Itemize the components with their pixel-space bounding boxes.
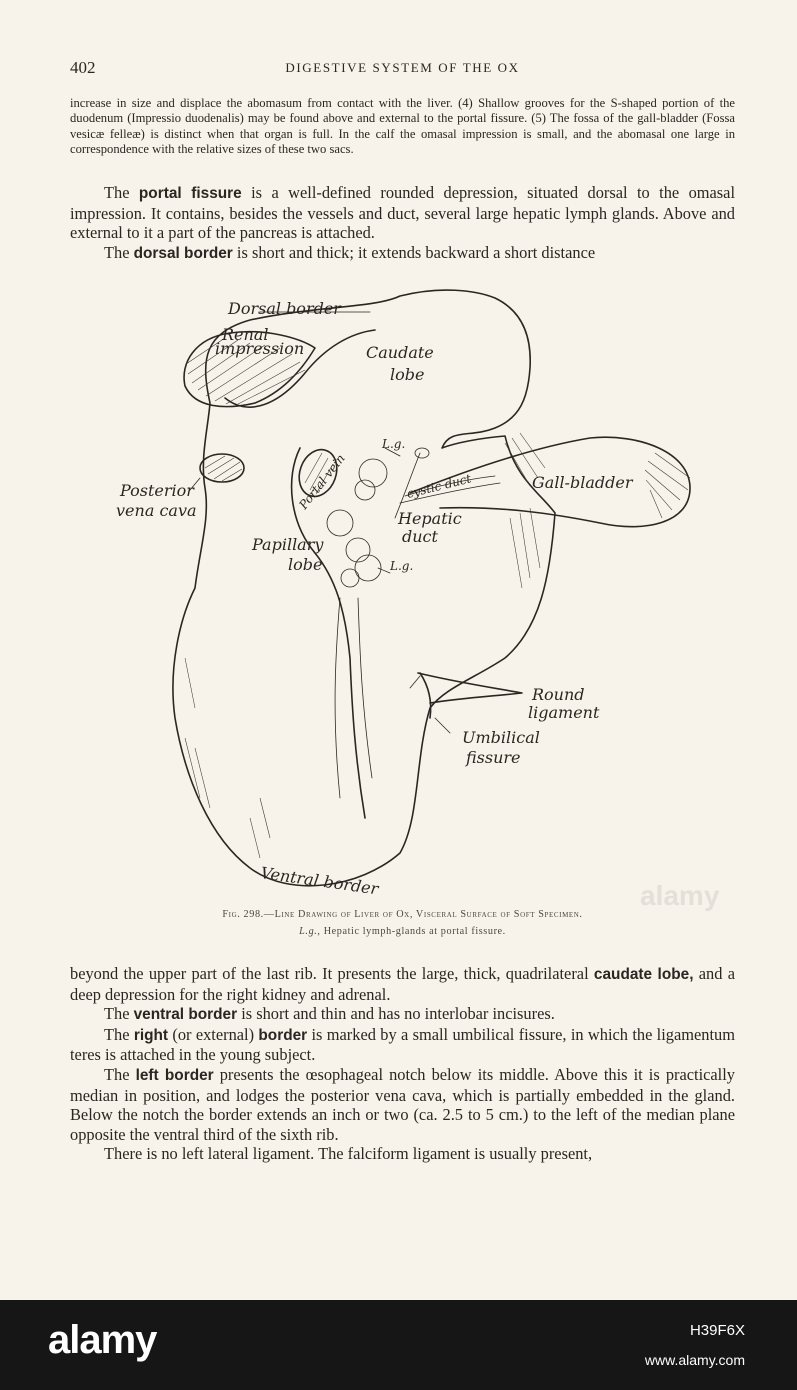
text: presents the œsophageal notch below its middle. Above this it is practically median in position, and lodges the posterior vena cava, which is partially embedded in the gland. Below the notch the border extends an inch or two (ca. 2.5 to 5 cm.) to the left of the median plane opposite the ventral third of the sixth rib. bbox=[70, 1064, 735, 1144]
label-ligament: ligament bbox=[528, 703, 600, 722]
label-lg-lower: L.g. bbox=[390, 559, 414, 573]
text: The bbox=[104, 1004, 134, 1024]
caption-line-1: Fig. 298.—Line Drawing of Liver of Ox, Visceral Surface of Soft Specimen. bbox=[222, 909, 583, 920]
running-head bbox=[70, 58, 735, 80]
term-border: border bbox=[258, 1026, 308, 1044]
term-right: right bbox=[133, 1026, 169, 1044]
liver-line-drawing bbox=[100, 278, 700, 903]
label-fissure: fissure bbox=[466, 748, 521, 767]
running-title: DIGESTIVE SYSTEM OF THE OX bbox=[285, 60, 520, 75]
stock-footer-bar bbox=[0, 1300, 797, 1390]
term-ventral-border: ventral border bbox=[133, 1006, 238, 1024]
vessel-line bbox=[335, 598, 340, 798]
label-round: Round bbox=[532, 685, 585, 704]
text: and a deep depression for the right kidney and adrenal. bbox=[70, 964, 736, 1004]
caption-abbrev: L.g. bbox=[299, 926, 318, 937]
figure-caption bbox=[70, 906, 735, 940]
label-ventral-border: Ventral border bbox=[259, 863, 380, 899]
figure-liver-drawing bbox=[100, 278, 700, 903]
term-left-border: left border bbox=[135, 1066, 214, 1084]
liver-outline bbox=[173, 290, 555, 886]
vena-cava-oval bbox=[200, 454, 244, 482]
vessel-line-2 bbox=[358, 598, 372, 778]
text: is a well-defined rounded depression, situated dorsal to the omasal impression. It contains, besides the vessels and duct, several large hepatic lymph glands. Above and external to it a part of the pancreas is attached. bbox=[70, 183, 735, 243]
label-papillary: Papillary bbox=[252, 535, 324, 554]
paragraph-caudate-lobe bbox=[70, 964, 735, 1004]
text: The bbox=[104, 242, 134, 262]
label-duct: duct bbox=[402, 527, 438, 546]
footer-url[interactable]: www.alamy.com bbox=[644, 1352, 745, 1368]
text: is short and thin and has no interlobar incisures. bbox=[237, 1004, 555, 1024]
paragraph-dorsal-border bbox=[70, 243, 735, 264]
image-id: H39F6X bbox=[689, 1322, 745, 1339]
paragraph-right-border bbox=[70, 1025, 735, 1065]
text: is marked by a small umbilical fissure, in which the ligamentum teres is attached in the young subject. bbox=[70, 1024, 735, 1065]
term-caudate-lobe: caudate lobe, bbox=[593, 966, 694, 983]
text: (or external) bbox=[168, 1024, 259, 1044]
small-print-paragraph bbox=[70, 96, 735, 158]
label-caudate: Caudate bbox=[366, 343, 434, 362]
watermark: alamy bbox=[640, 880, 720, 911]
paragraph-ventral-border bbox=[70, 1004, 735, 1025]
label-portal-vein: Portal vein bbox=[296, 451, 348, 512]
label-posterior: Posterior bbox=[120, 481, 194, 500]
label-umbilical: Umbilical bbox=[462, 728, 540, 747]
caption-line-2 bbox=[70, 923, 735, 940]
text: beyond the upper part of the last rib. It presents the large, thick, quadrilateral bbox=[70, 964, 594, 983]
text: The bbox=[104, 1064, 136, 1084]
body-text-lower bbox=[70, 964, 735, 1164]
alamy-logo[interactable]: alamy bbox=[48, 1318, 157, 1362]
hepatic-duct-opening bbox=[415, 448, 429, 458]
round-ligament-shape bbox=[418, 673, 522, 703]
text: The bbox=[104, 183, 139, 202]
vena-cava-hatching bbox=[205, 456, 242, 481]
label-papillary-lobe: lobe bbox=[288, 555, 323, 574]
paragraph-left-border bbox=[70, 1065, 735, 1144]
label-impression: impression bbox=[215, 339, 305, 358]
label-dorsal-border: Dorsal border bbox=[228, 299, 341, 318]
label-vena-cava: vena cava bbox=[116, 501, 197, 520]
surface-hatching bbox=[185, 433, 545, 858]
text: is short and thick; it extends backward a short distance bbox=[232, 242, 596, 262]
caption-text: , Hepatic lymph-glands at portal fissure. bbox=[317, 926, 506, 937]
label-lg-top: L.g. bbox=[382, 437, 406, 451]
paragraph-portal-fissure bbox=[70, 183, 735, 243]
page-number: 402 bbox=[70, 58, 96, 77]
label-hepatic: Hepatic bbox=[398, 509, 462, 528]
label-gall-bladder: Gall-bladder bbox=[532, 473, 633, 492]
paragraph-ligaments: There is no left lateral ligament. The falciform ligament is usually present, bbox=[104, 1144, 593, 1164]
term-dorsal-border: dorsal border bbox=[133, 244, 233, 262]
body-text-upper bbox=[70, 183, 735, 263]
label-cystic-duct: cystic duct bbox=[405, 471, 473, 501]
text: The bbox=[104, 1024, 134, 1044]
label-caudate-lobe: lobe bbox=[390, 365, 425, 384]
small-print-text: increase in size and displace the abomasum from contact with the liver. (4) Shallow grooves for the S-shaped portion of the duodenum (Impressio duodenalis) may be found above and external to the portal fissure. (5) The fossa of the gall-bladder (Fossa vesicæ felleæ) is distinct when that organ is full. In the calf the omasal impression is small, and the abomasal one large in correspondence with the relative sizes of these two sacs. bbox=[70, 96, 735, 157]
term-portal-fissure: portal fissure bbox=[138, 185, 242, 202]
label-renal: Renal bbox=[222, 325, 269, 344]
